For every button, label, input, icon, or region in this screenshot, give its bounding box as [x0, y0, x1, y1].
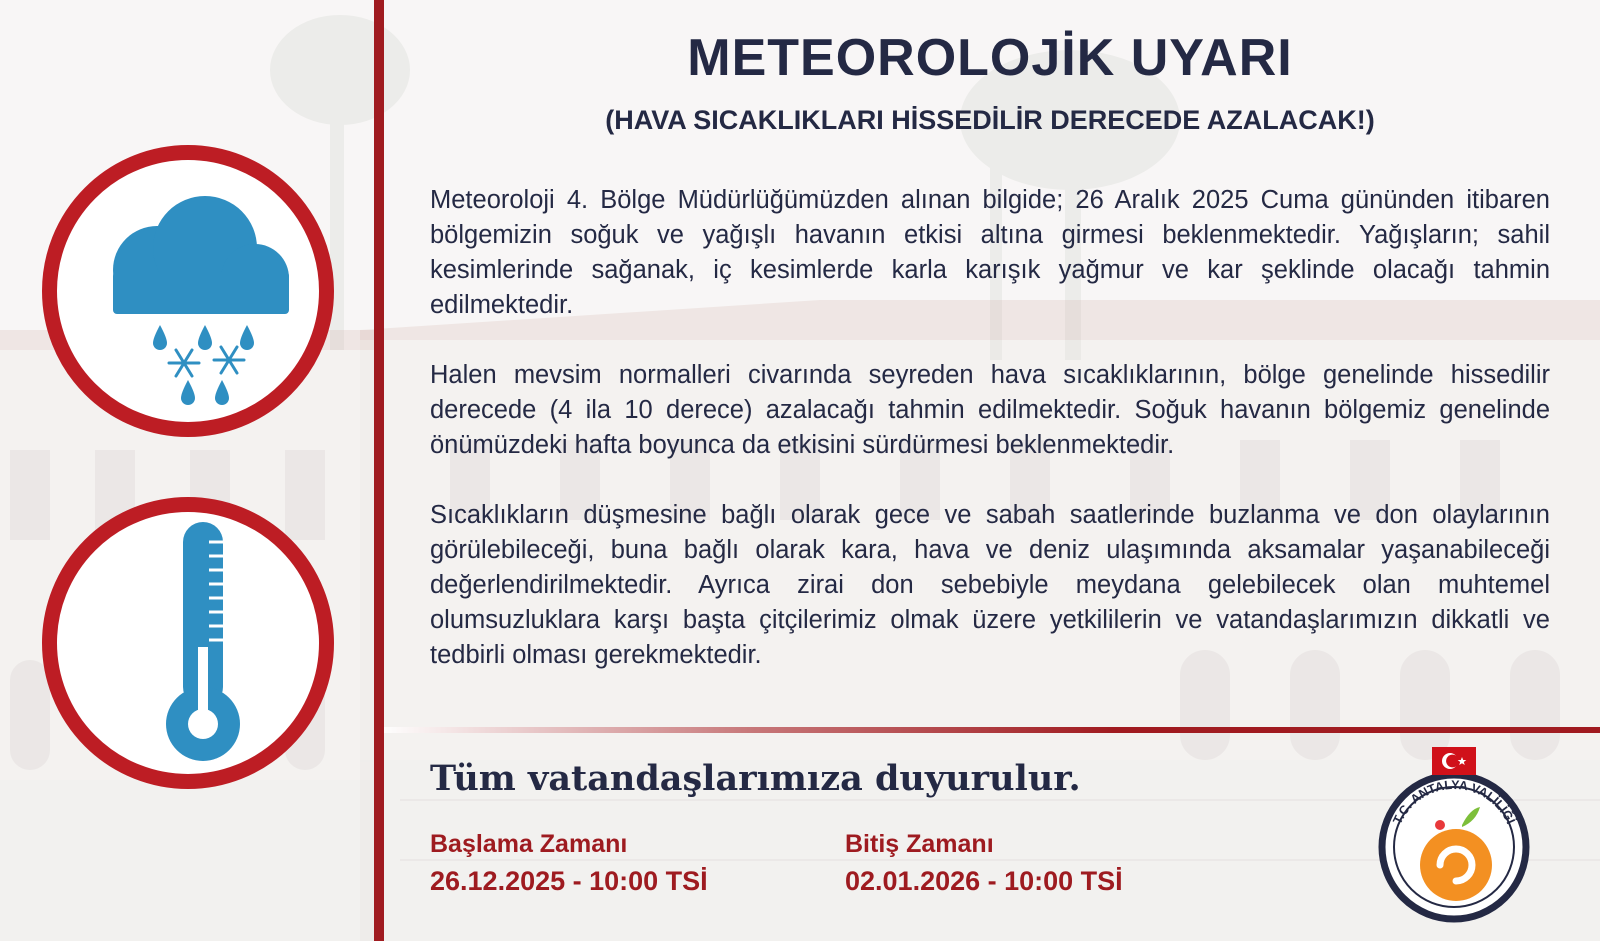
warning-body [430, 183, 1550, 708]
paragraph-1: Meteoroloji 4. Bölge Müdürlüğümüzden alınan bilgide; 26 Aralık 2025 Cuma gününden itibaren bölgemizin soğuk ve yağışlı havanın etkisi altına girmesi beklenmektedir. Yağışların; sahil kesimlerinde sağanak, iç kesimlerde karla karışık yağmur ve kar şeklinde olacağı tahmin edilmektedir. [430, 186, 1550, 319]
start-time-value: 26.12.2025 - 10:00 TSİ [430, 866, 708, 896]
weather-sign [42, 145, 334, 437]
svg-text:T.C. ANTALYA VALİLİĞİ: T.C. ANTALYA VALİLİĞİ [1390, 777, 1518, 827]
cloud-snow-rain-icon [57, 160, 319, 422]
vertical-divider [374, 0, 384, 941]
end-time-label: Bitiş Zamanı [845, 830, 994, 858]
horizontal-divider [384, 727, 1600, 733]
start-time-label: Başlama Zamanı [430, 830, 628, 858]
announcement: Tüm vatandaşlarımıza duyurulur. [430, 758, 1081, 799]
end-time-value: 02.01.2026 - 10:00 TSİ [845, 866, 1123, 896]
page-subtitle: (HAVA SICAKLIKLARI HİSSEDİLİR DERECEDE AZALACAK!) [605, 105, 1375, 135]
paragraph-3: Sıcaklıkların düşmesine bağlı olarak gece ve sabah saatlerinde buzlanma ve don olaylarının görülebileceği, buna bağlı olarak kara, hava ve deniz ulaşımında aksamalar yaşanabileceği değerlendirilmektedir. Ayrıca zirai don sebebiyle meydana gelebilecek olan muhtemel olumsuzluklara karşı başta çitçilerimiz olmak üzere yetkililerin ve vatandaşlarımızın dikkatli ve tedbirli olması gerekmektedir. [430, 501, 1550, 669]
temperature-sign [42, 497, 334, 789]
antalya-valiligi-logo [1366, 747, 1542, 923]
paragraph-2: Halen mevsim normalleri civarında seyreden hava sıcaklıklarının, bölge genelinde hissedilir derecede (4 ila 10 derece) azalacağı tahmin edilmektedir. Soğuk havanın bölgemiz genelinde önümüzdeki hafta boyunca da etkisini sürdürmesi beklenmektedir. [430, 361, 1550, 459]
page-title: METEOROLOJİK UYARI [687, 29, 1293, 87]
thermometer-icon [57, 512, 319, 774]
